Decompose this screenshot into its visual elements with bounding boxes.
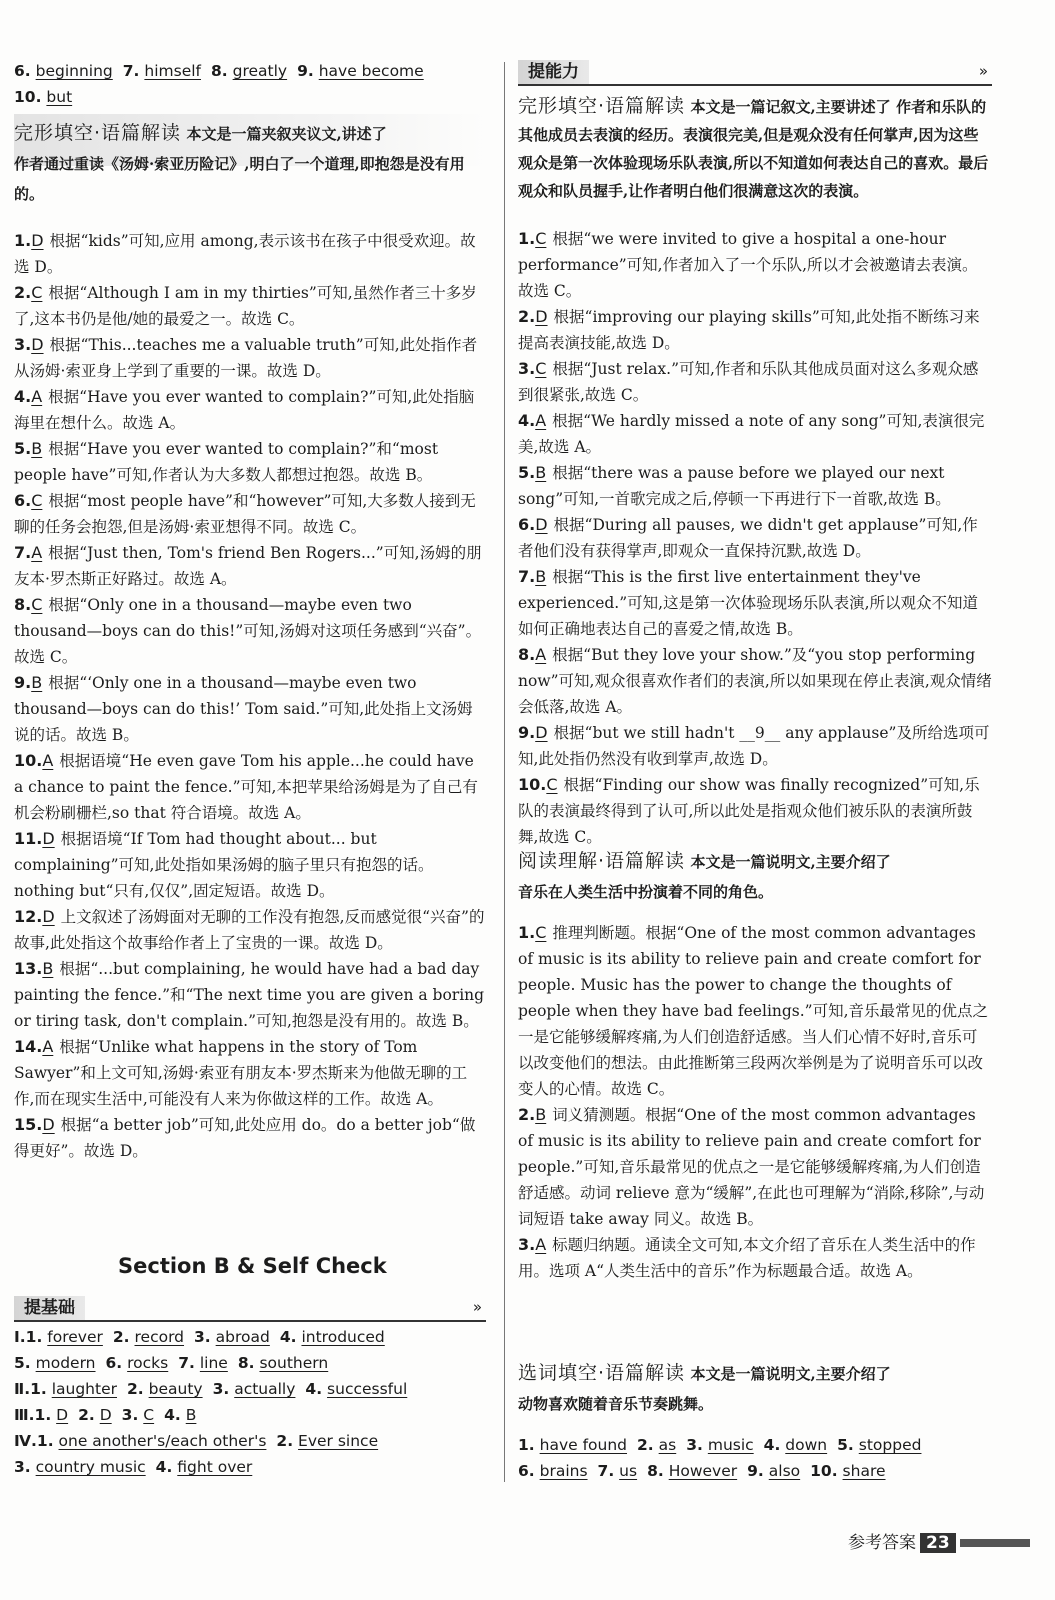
item-answer-key: C xyxy=(535,923,547,942)
item-explanation: 根据“Finding our show was finally recognized”可知,乐队的表演最终得到了认可,所以此处是指观众他们被乐队的表演所鼓舞,故选 C。 xyxy=(518,776,980,846)
item-answer-key: D xyxy=(535,515,548,534)
answer-number: 5. xyxy=(14,1354,31,1372)
passage1-header xyxy=(14,118,486,209)
answer-number: 9. xyxy=(747,1462,764,1480)
item-explanation: 根据“Only one in a thousand—maybe even two thousand—boys can do this!”可知,汤姆对这项任务感到“兴奋”。故选 C。 xyxy=(14,596,482,666)
item-answer-key: B xyxy=(31,673,43,692)
answer-text: D xyxy=(56,1406,69,1424)
answer-item xyxy=(518,226,992,304)
answer-text: actually xyxy=(234,1380,296,1398)
item-answer-key: A xyxy=(535,411,547,430)
top-answers xyxy=(14,58,486,110)
answer-item xyxy=(14,904,486,956)
item-number: 3. xyxy=(14,335,32,354)
item-answer-key: D xyxy=(535,723,548,742)
answer-text: D xyxy=(99,1406,112,1424)
page-number: 23 xyxy=(920,1533,956,1553)
item-explanation: 根据“This...teaches me a valuable truth”可知,此处指作者从汤姆·索亚身上学到了重要的一课。故选 D。 xyxy=(14,336,478,380)
item-answer-key: D xyxy=(31,335,44,354)
answer-item xyxy=(518,642,992,720)
item-number: 6. xyxy=(14,491,32,510)
item-number: 7. xyxy=(518,567,536,586)
answer-text: brains xyxy=(539,1462,588,1480)
item-explanation: 根据“This is the first live entertainment they've experienced.”可知,这是第一次体验现场乐队表演,所以观众不知道如何正确地表达自己的喜爱之情,故选 B。 xyxy=(518,568,979,638)
answer-text: Ever since xyxy=(298,1432,379,1450)
item-answer-key: D xyxy=(31,231,44,250)
answer-row xyxy=(14,1376,486,1402)
answer-row xyxy=(518,1458,992,1484)
item-number: 3. xyxy=(518,1235,536,1254)
answer-text: forever xyxy=(47,1328,103,1346)
answer-row xyxy=(14,1454,486,1480)
item-explanation: 根据“there was a pause before we played our next song”可知,一首歌完成之后,停顿一下再进行下一首歌,故选 B。 xyxy=(518,464,951,508)
answer-number: 6. xyxy=(518,1462,535,1480)
fill-answers xyxy=(518,1432,992,1484)
answer-number: 10. xyxy=(810,1462,838,1480)
passage3-items xyxy=(518,920,992,1284)
item-answer-key: A xyxy=(535,1235,547,1254)
item-answer-key: D xyxy=(42,1115,55,1134)
answer-number: 7. xyxy=(597,1462,615,1480)
chevron-right-icon: » xyxy=(472,1298,482,1316)
item-number: 5. xyxy=(518,463,536,482)
answer-number: 3. xyxy=(14,1458,31,1476)
item-number: 7. xyxy=(14,543,32,562)
passage1-lead: 完形填空·语篇解读 xyxy=(14,122,182,144)
item-answer-key: C xyxy=(31,595,43,614)
answer-text: one another's/each other's xyxy=(58,1432,267,1450)
answer-text: stopped xyxy=(858,1436,922,1454)
answer-number: 1. xyxy=(518,1436,535,1454)
item-answer-key: C xyxy=(546,775,558,794)
passage4-intro-a: 本文是一篇说明文,主要介绍了 xyxy=(690,1365,891,1383)
passage4-lead: 选词填空·语篇解读 xyxy=(518,1362,686,1384)
answer-text: also xyxy=(768,1462,801,1480)
answer-text: southern xyxy=(259,1354,329,1372)
answer-number: Ⅰ.1. xyxy=(14,1328,43,1346)
footer-bar xyxy=(960,1539,1030,1547)
item-explanation: 根据“...but complaining, he would have had a bad day painting the fence.”和“The next time you are given a boring or tiring task, don't complain.”可知,抱怨是没有用的。故选 B。 xyxy=(14,960,485,1030)
answer-item xyxy=(14,436,486,488)
item-number: 12. xyxy=(14,907,43,926)
passage4-header xyxy=(518,1358,992,1419)
item-number: 2. xyxy=(518,1105,536,1124)
answer-item xyxy=(14,488,486,540)
answer-item xyxy=(518,460,992,512)
answer-number: Ⅲ.1. xyxy=(14,1406,52,1424)
answer-text: greatly xyxy=(232,62,288,80)
answer-number: 3. xyxy=(686,1436,703,1454)
answer-text: beginning xyxy=(35,62,113,80)
page-footer xyxy=(848,1528,1030,1553)
answer-text: successful xyxy=(327,1380,408,1398)
item-number: 8. xyxy=(14,595,32,614)
answer-item xyxy=(14,384,486,436)
answer-text: himself xyxy=(144,62,201,80)
item-answer-key: B xyxy=(535,567,547,586)
answer-text: record xyxy=(134,1328,185,1346)
item-answer-key: C xyxy=(31,283,43,302)
answer-item xyxy=(14,280,486,332)
answer-row xyxy=(14,1324,486,1350)
item-explanation: 根据“a better job”可知,此处应用 do。do a better job“做得更好”。故选 D。 xyxy=(14,1116,476,1160)
section-title: Section B & Self Check xyxy=(118,1254,387,1278)
answer-number: 7. xyxy=(122,62,140,80)
answer-row xyxy=(14,58,486,84)
item-answer-key: A xyxy=(535,645,547,664)
passage2-intro-b: 作者和乐队的其他成员去表演的经历。表演很完美,但是观众没有任何掌声,因为这些观众是第一次体验现场乐队表演,所以不知道如何表达自己的喜欢。最后观众和队员握手,让作者明白他们很满意这次的表演。 xyxy=(518,98,989,200)
item-explanation: 根据“Just relax.”可知,作者和乐队其他成员面对这么多观众感到很紧张,故选 C。 xyxy=(518,360,979,404)
passage3-intro-b: 音乐在人类生活中扮演着不同的角色。 xyxy=(518,883,774,901)
answer-number: 8. xyxy=(647,1462,664,1480)
passage1-intro-b: 作者通过重读《汤姆·索亚历险记》,明白了一个道理,即抱怨是没有用的。 xyxy=(14,155,465,203)
answer-text: down xyxy=(785,1436,828,1454)
item-number: 6. xyxy=(518,515,536,534)
item-number: 10. xyxy=(14,751,43,770)
answer-number: Ⅱ.1. xyxy=(14,1380,47,1398)
answer-number: 8. xyxy=(211,62,228,80)
answer-item xyxy=(14,748,486,826)
passage1-intro-a: 本文是一篇夹叙夹议文,讲述了 xyxy=(186,125,387,143)
answer-number: 3. xyxy=(121,1406,139,1424)
answer-row xyxy=(14,84,486,110)
item-answer-key: B xyxy=(535,1105,547,1124)
passage4-intro-b: 动物喜欢随着音乐节奏跳舞。 xyxy=(518,1395,714,1413)
answer-item xyxy=(518,1102,992,1232)
answer-text: as xyxy=(658,1436,677,1454)
item-number: 4. xyxy=(518,411,536,430)
passage3-header xyxy=(518,846,992,907)
answer-text: line xyxy=(199,1354,228,1372)
column-divider xyxy=(504,62,505,1482)
item-answer-key: A xyxy=(31,543,43,562)
answer-row xyxy=(518,1432,992,1458)
item-explanation: 根据语境“He even gave Tom his apple...he could have a chance to paint the fence.”可知,本把苹果给汤姆是为了自己有机会粉刷栅栏,so that 符合语境。故选 A。 xyxy=(14,752,478,822)
item-explanation: 根据“Unlike what happens in the story of Tom Sawyer”和上文可知,汤姆·索亚有朋友本·罗杰斯来为他做无聊的工作,而在现实生活中,可能没有人来为你做这样的工作。故选 A。 xyxy=(14,1038,468,1108)
item-explanation: 推理判断题。根据“One of the most common advantages of music is its ability to relieve pain and create comfort for people. Music has the power to change the thoughts of people when they have bad feelings.”可知,音乐最常见的优点之一是它能够缓解疼痛,为人们创造舒适感。当人们心情不好时,音乐可以改变他们的想法。由此推断第三段两次举例是为了说明音乐可以改变人的心情。故选 C。 xyxy=(518,924,989,1098)
answer-number: 2. xyxy=(78,1406,95,1424)
answer-text: fight over xyxy=(177,1458,253,1476)
answer-item xyxy=(14,670,486,748)
chevron-right-icon: » xyxy=(978,62,988,80)
answer-number: 4. xyxy=(305,1380,323,1398)
answer-number: 6. xyxy=(14,62,31,80)
passage3-lead: 阅读理解·语篇解读 xyxy=(518,850,686,872)
answer-number: 2. xyxy=(276,1432,294,1450)
item-number: 8. xyxy=(518,645,536,664)
answer-number: 3. xyxy=(194,1328,211,1346)
basics-answers xyxy=(14,1324,486,1480)
answer-number: 5. xyxy=(837,1436,854,1454)
answer-item xyxy=(14,826,486,904)
answer-number: Ⅳ.1. xyxy=(14,1432,54,1450)
item-explanation: 根据“most people have”和“however”可知,大多数人接到无聊的任务会抱怨,但是汤姆·索亚想得不同。故选 C。 xyxy=(14,492,476,536)
item-explanation: 根据“‘Only one in a thousand—maybe even two thousand—boys can do this!’ Tom said.”可知,此处指上文汤姆说的话。故选 B。 xyxy=(14,674,473,744)
answer-number: 8. xyxy=(237,1354,255,1372)
item-number: 1. xyxy=(14,231,32,250)
answer-item xyxy=(518,564,992,642)
basics-banner xyxy=(14,1296,486,1322)
item-number: 5. xyxy=(14,439,32,458)
answer-text: music xyxy=(707,1436,754,1454)
answer-number: 10. xyxy=(14,88,42,106)
answer-number: 7. xyxy=(178,1354,195,1372)
item-explanation: 根据“We hardly missed a note of any song”可知,表演很完美,故选 A。 xyxy=(518,412,985,456)
answer-row xyxy=(14,1428,486,1454)
answer-item xyxy=(518,920,992,1102)
item-number: 15. xyxy=(14,1115,43,1134)
item-explanation: 根据“kids”可知,应用 among,表示该书在孩子中很受欢迎。故选 D。 xyxy=(14,232,476,276)
item-explanation: 根据语境“If Tom had thought about... but complaining”可知,此处指如果汤姆的脑子里只有抱怨的话。nothing but“只有,仅仅”,固定短语。故选 D。 xyxy=(14,830,434,900)
answer-row xyxy=(14,1402,486,1428)
answer-text: However xyxy=(668,1462,738,1480)
answer-text: have become xyxy=(318,62,424,80)
ability-banner xyxy=(518,60,992,86)
item-explanation: 根据“Although I am in my thirties”可知,虽然作者三十多岁了,这本书仍是他/她的最爱之一。故选 C。 xyxy=(14,284,477,328)
passage2-intro-a: 本文是一篇记叙文,主要讲述了 xyxy=(690,98,891,116)
item-answer-key: A xyxy=(31,387,43,406)
item-answer-key: B xyxy=(535,463,547,482)
item-answer-key: A xyxy=(42,751,54,770)
item-number: 2. xyxy=(518,307,536,326)
basics-banner-label: 提基础 xyxy=(14,1296,85,1320)
item-explanation: 标题归纳题。通读全文可知,本文介绍了音乐在人类生活中的作用。选项 A“人类生活中的音乐”作为标题最合适。故选 A。 xyxy=(518,1236,976,1280)
answer-number: 2. xyxy=(637,1436,654,1454)
item-number: 1. xyxy=(518,923,536,942)
answer-item xyxy=(518,408,992,460)
passage2-items xyxy=(518,226,992,850)
item-number: 9. xyxy=(14,673,32,692)
passage2-header xyxy=(518,92,992,205)
item-answer-key: B xyxy=(31,439,43,458)
answer-number: 4. xyxy=(155,1458,173,1476)
item-number: 9. xyxy=(518,723,536,742)
answer-number: 2. xyxy=(127,1380,144,1398)
item-number: 3. xyxy=(518,359,536,378)
item-explanation: 上文叙述了汤姆面对无聊的工作没有抱怨,反而感觉很“兴奋”的故事,此处指这个故事给作者上了宝贵的一课。故选 D。 xyxy=(14,908,485,952)
answer-item xyxy=(518,356,992,408)
item-number: 2. xyxy=(14,283,32,302)
answer-text: abroad xyxy=(215,1328,270,1346)
answer-item xyxy=(518,512,992,564)
item-answer-key: C xyxy=(535,359,547,378)
item-answer-key: B xyxy=(42,959,54,978)
passage2-lead: 完形填空·语篇解读 xyxy=(518,95,686,117)
item-answer-key: D xyxy=(42,829,55,848)
item-number: 13. xyxy=(14,959,43,978)
item-number: 14. xyxy=(14,1037,43,1056)
answer-text: introduced xyxy=(301,1328,385,1346)
answer-item xyxy=(14,1034,486,1112)
ability-banner-label: 提能力 xyxy=(518,60,589,84)
item-explanation: 根据“Have you ever wanted to complain?”可知,此处指脑海里在想什么。故选 A。 xyxy=(14,388,475,432)
answer-number: 4. xyxy=(164,1406,181,1424)
answer-item xyxy=(518,1232,992,1284)
answer-row xyxy=(14,1350,486,1376)
item-answer-key: C xyxy=(31,491,43,510)
item-answer-key: D xyxy=(535,307,548,326)
item-explanation: 根据“improving our playing skills”可知,此处指不断练习来提高表演技能,故选 D。 xyxy=(518,308,980,352)
answer-text: C xyxy=(143,1406,155,1424)
item-answer-key: C xyxy=(535,229,547,248)
item-number: 4. xyxy=(14,387,32,406)
answer-number: 9. xyxy=(297,62,314,80)
answer-number: 4. xyxy=(763,1436,781,1454)
answer-text: laughter xyxy=(51,1380,117,1398)
answer-item xyxy=(518,720,992,772)
answer-text: share xyxy=(842,1462,886,1480)
answer-text: modern xyxy=(35,1354,96,1372)
answer-item xyxy=(518,304,992,356)
item-number: 11. xyxy=(14,829,43,848)
item-explanation: 根据“During all pauses, we didn't get applause”可知,作者他们没有获得掌声,即观众一直保持沉默,故选 D。 xyxy=(518,516,978,560)
item-explanation: 根据“Just then, Tom's friend Ben Rogers...”可知,汤姆的朋友本·罗杰斯正好路过。故选 A。 xyxy=(14,544,482,588)
item-number: 10. xyxy=(518,775,547,794)
answer-item xyxy=(14,1112,486,1164)
answer-text: have found xyxy=(539,1436,628,1454)
answer-text: country music xyxy=(35,1458,146,1476)
answer-number: 6. xyxy=(105,1354,123,1372)
answer-item xyxy=(14,592,486,670)
answer-text: beauty xyxy=(148,1380,203,1398)
answer-item xyxy=(14,540,486,592)
answer-item xyxy=(518,772,992,850)
item-explanation: 根据“but we still hadn't __9__ any applause”及所给选项可知,此处指仍然没有收到掌声,故选 D。 xyxy=(518,724,990,768)
answer-number: 4. xyxy=(279,1328,297,1346)
item-answer-key: A xyxy=(42,1037,54,1056)
answer-text: B xyxy=(185,1406,197,1424)
footer-label: 参考答案 xyxy=(848,1533,916,1553)
item-explanation: 根据“Have you ever wanted to complain?”和“most people have”可知,作者认为大多数人都想过抱怨。故选 B。 xyxy=(14,440,439,484)
answer-number: 3. xyxy=(212,1380,230,1398)
answer-text: but xyxy=(46,88,73,106)
item-explanation: 词义猜测题。根据“One of the most common advantages of music is its ability to relieve pain and create comfort for people.”可知,音乐最常见的优点之一是它能够缓解疼痛,为人们创造舒适感。动词 relieve 意为“缓解”,在此也可理解为“消除,移除”,与动词短语 take away 同义。故选 B。 xyxy=(518,1106,985,1228)
answer-item xyxy=(14,228,486,280)
item-explanation: 根据“we were invited to give a hospital a one-hour performance”可知,作者加入了一个乐队,所以才会被邀请去表演。故选 C。 xyxy=(518,230,978,300)
item-explanation: 根据“But they love your show.”及“you stop performing now”可知,观众很喜欢作者们的表演,所以如果现在停止表演,观众情绪会低落,故选 A。 xyxy=(518,646,992,716)
answer-item xyxy=(14,956,486,1034)
answer-number: 2. xyxy=(112,1328,130,1346)
item-answer-key: D xyxy=(42,907,55,926)
passage3-intro-a: 本文是一篇说明文,主要介绍了 xyxy=(690,853,891,871)
answer-text: rocks xyxy=(127,1354,169,1372)
answer-text: us xyxy=(619,1462,638,1480)
answer-item xyxy=(14,332,486,384)
passage1-items xyxy=(14,228,486,1164)
item-number: 1. xyxy=(518,229,536,248)
